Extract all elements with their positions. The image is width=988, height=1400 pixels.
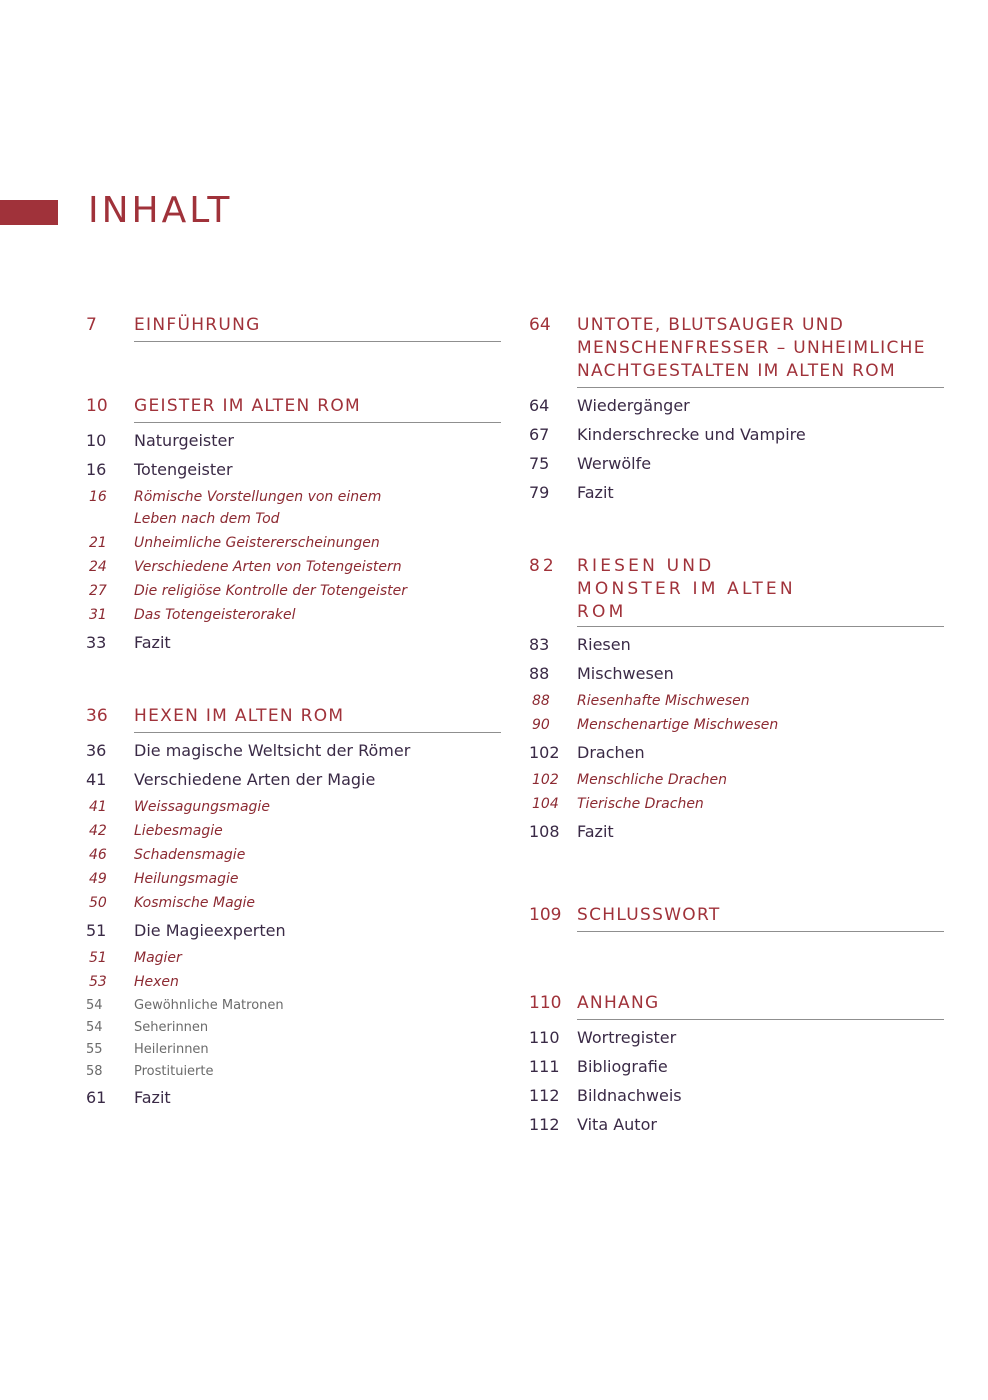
toc-section-geister: [86, 395, 501, 657]
entry-title: Unheimliche Geistererscheinungen: [134, 535, 380, 551]
entry-title: Heilungsmagie: [134, 871, 239, 887]
entry-page: 61: [86, 1088, 107, 1107]
entry-title: Fazit: [134, 1088, 171, 1107]
section-heading[interactable]: [86, 705, 501, 733]
entry-page: 112: [529, 1086, 560, 1105]
toc-subentry[interactable]: [86, 844, 501, 866]
entry-title: Gewöhnliche Matronen: [134, 998, 284, 1013]
entry-page: 108: [529, 822, 560, 841]
toc-entry[interactable]: [86, 916, 501, 945]
toc-subentry[interactable]: [86, 532, 501, 554]
entry-title: Bildnachweis: [577, 1086, 682, 1105]
entry-page: 90: [532, 717, 550, 733]
entry-title: Die Magieexperten: [134, 921, 286, 940]
toc-subentry[interactable]: [86, 892, 501, 914]
section-title: SCHLUSSWORT: [577, 904, 944, 932]
entry-title: Bibliografie: [577, 1057, 668, 1076]
section-title: RIESEN UND MONSTER IM ALTEN ROM: [577, 556, 796, 622]
entry-title: Vita Autor: [577, 1115, 657, 1134]
entry-title: Seherinnen: [134, 1020, 209, 1035]
toc-subentry[interactable]: [86, 868, 501, 890]
entry-title: Wortregister: [577, 1028, 677, 1047]
entry-title: Das Totengeisterorakel: [134, 607, 296, 623]
entry-title: Fazit: [577, 822, 614, 841]
entry-page: 64: [529, 396, 550, 415]
entry-page: 54: [86, 1020, 103, 1035]
entry-title: Kosmische Magie: [134, 895, 256, 911]
section-heading[interactable]: [529, 904, 944, 932]
entry-page: 41: [86, 770, 107, 789]
section-heading[interactable]: [529, 992, 944, 1020]
toc-entry[interactable]: [529, 449, 944, 478]
entry-page: 16: [86, 460, 107, 479]
entry-title: Prostituierte: [134, 1064, 214, 1079]
entry-page: 79: [529, 483, 550, 502]
entry-page: 36: [86, 741, 107, 760]
entry-page: 83: [529, 635, 550, 654]
toc-entry[interactable]: [529, 1052, 944, 1081]
entry-title: Menschenartige Mischwesen: [577, 717, 779, 733]
entry-page: 110: [529, 1028, 560, 1047]
title-accent-bar: [0, 200, 58, 225]
toc-subentry[interactable]: [86, 971, 501, 993]
entry-title: Verschiedene Arten der Magie: [134, 770, 376, 789]
toc-subentry[interactable]: [86, 556, 501, 578]
toc-entry[interactable]: [529, 391, 944, 420]
section-heading[interactable]: [86, 314, 501, 342]
section-heading[interactable]: [529, 314, 944, 388]
toc-minor-entry[interactable]: [86, 1039, 501, 1061]
toc-subentry[interactable]: [86, 604, 501, 626]
toc-right-column: [529, 314, 944, 1139]
toc-entry[interactable]: [86, 736, 501, 765]
entry-page: 88: [529, 664, 550, 683]
entry-page: 10: [86, 431, 107, 450]
entry-page: 27: [89, 583, 107, 599]
entry-title: Kinderschrecke und Vampire: [577, 425, 806, 444]
entry-page: 50: [89, 895, 107, 911]
toc-section-einfuehrung: [86, 314, 501, 342]
entry-title: Fazit: [134, 633, 171, 652]
toc-entry[interactable]: [529, 420, 944, 449]
toc-subentry[interactable]: [529, 769, 944, 791]
entry-title: Die magische Weltsicht der Römer: [134, 741, 411, 760]
toc-entry[interactable]: [529, 1081, 944, 1110]
toc-subentry[interactable]: [86, 486, 501, 530]
toc-subentry[interactable]: [529, 793, 944, 815]
entry-title: Mischwesen: [577, 664, 674, 683]
entry-title: Menschliche Drachen: [577, 772, 728, 788]
entry-page: 31: [89, 607, 107, 623]
entry-page: 46: [89, 847, 107, 863]
toc-entry[interactable]: [86, 426, 501, 455]
section-title: EINFÜHRUNG: [134, 314, 501, 342]
toc-left-column: [86, 314, 501, 1112]
entry-page: 67: [529, 425, 550, 444]
toc-entry[interactable]: [529, 1110, 944, 1139]
entry-title: Wiedergänger: [577, 396, 690, 415]
toc-subentry[interactable]: [529, 714, 944, 736]
entry-title: Verschiedene Arten von Totengeistern: [134, 559, 402, 575]
entry-title: Naturgeister: [134, 431, 234, 450]
entry-page: 42: [89, 823, 107, 839]
entry-page: 102: [529, 743, 560, 762]
toc-entry[interactable]: [529, 478, 944, 507]
entry-page: 112: [529, 1115, 560, 1134]
toc-entry[interactable]: [86, 765, 501, 794]
toc-section-schlusswort: [529, 904, 944, 932]
entry-title: Weissagungsmagie: [134, 799, 270, 815]
entry-title: Riesenhafte Mischwesen: [577, 693, 750, 709]
toc-entry[interactable]: [86, 1083, 501, 1112]
toc-entry[interactable]: [529, 738, 944, 767]
page-title: INHALT: [88, 190, 233, 231]
toc-entry[interactable]: [529, 817, 944, 846]
toc-entry[interactable]: [529, 1023, 944, 1052]
toc-subentry[interactable]: [86, 580, 501, 602]
entry-title: Tierische Drachen: [577, 796, 704, 812]
entry-title: Hexen: [134, 974, 179, 990]
toc-section-untote: [529, 314, 944, 507]
entry-page: 21: [89, 535, 107, 551]
entry-page: 24: [89, 559, 107, 575]
toc-subentry[interactable]: [529, 690, 944, 712]
entry-title: Die religiöse Kontrolle der Totengeister: [134, 583, 407, 599]
toc-entry[interactable]: [529, 659, 944, 688]
entry-page: 58: [86, 1064, 103, 1079]
entry-title: Totengeister: [134, 460, 233, 479]
entry-page: 55: [86, 1042, 103, 1057]
section-title: UNTOTE, BLUTSAUGER UND MENSCHENFRESSER – UNHEIMLICHE NACHTGESTALTEN IM ALTEN ROM: [577, 314, 944, 388]
toc-subentry[interactable]: [86, 820, 501, 842]
entry-page: 75: [529, 454, 550, 473]
section-heading[interactable]: [529, 555, 944, 628]
section-page-number: 64: [529, 315, 551, 335]
entry-title: Riesen: [577, 635, 631, 654]
entry-page: 51: [86, 921, 107, 940]
entry-page: 49: [89, 871, 107, 887]
toc-entry[interactable]: [86, 628, 501, 657]
entry-title: Fazit: [577, 483, 614, 502]
toc-section-hexen: [86, 705, 501, 1112]
toc-minor-entry[interactable]: [86, 1061, 501, 1083]
entry-page: 16: [89, 489, 107, 505]
entry-title: Liebesmagie: [134, 823, 223, 839]
entry-page: 53: [89, 974, 107, 990]
section-title: GEISTER IM ALTEN ROM: [134, 395, 501, 423]
section-page-number: 110: [529, 993, 562, 1013]
section-page-number: 82: [529, 556, 557, 576]
toc-section-riesen: [529, 555, 944, 846]
toc-subentry[interactable]: [86, 796, 501, 818]
toc-section-anhang: [529, 992, 944, 1139]
section-heading[interactable]: [86, 395, 501, 423]
section-page-number: 7: [86, 315, 97, 335]
entry-title: Heilerinnen: [134, 1042, 209, 1057]
entry-page: 54: [86, 998, 103, 1013]
entry-title: Schadensmagie: [134, 847, 246, 863]
toc-minor-entry[interactable]: [86, 1017, 501, 1039]
toc-entry[interactable]: [529, 630, 944, 659]
section-page-number: 10: [86, 396, 108, 416]
entry-page: 102: [532, 772, 559, 788]
entry-page: 41: [89, 799, 107, 815]
section-page-number: 109: [529, 905, 562, 925]
section-title: ANHANG: [577, 992, 944, 1020]
entry-title: Werwölfe: [577, 454, 652, 473]
entry-title: Magier: [134, 950, 182, 966]
entry-title: Drachen: [577, 743, 645, 762]
toc-subentry[interactable]: [86, 947, 501, 969]
entry-page: 33: [86, 633, 107, 652]
entry-page: 111: [529, 1057, 560, 1076]
section-title: HEXEN IM ALTEN ROM: [134, 705, 501, 733]
entry-title: Römische Vorstellungen von einem Leben nach dem Tod: [134, 489, 382, 527]
toc-minor-entry[interactable]: [86, 995, 501, 1017]
entry-page: 88: [532, 693, 550, 709]
toc-entry[interactable]: [86, 455, 501, 484]
entry-page: 104: [532, 796, 559, 812]
section-page-number: 36: [86, 706, 108, 726]
entry-page: 51: [89, 950, 107, 966]
